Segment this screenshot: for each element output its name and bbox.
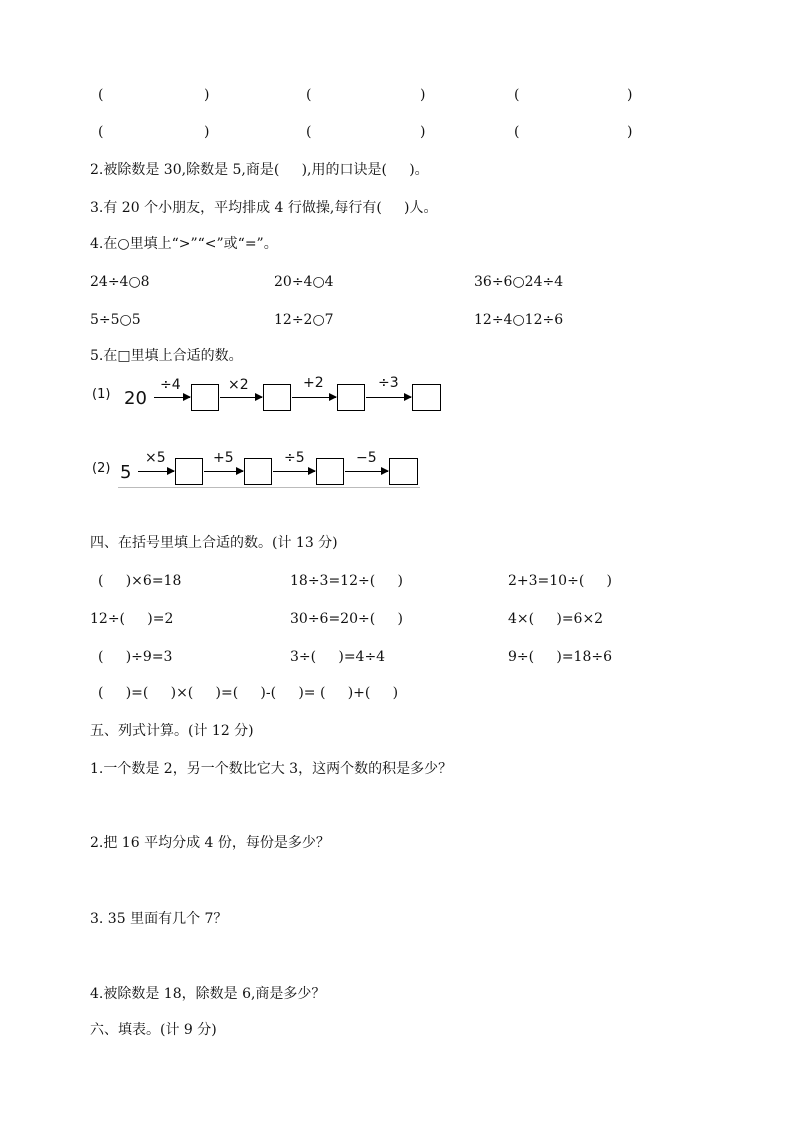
chain-start-number: 5 xyxy=(120,462,132,483)
fill-item: ( )×6=18 xyxy=(98,573,182,589)
fill-item: 18÷3=12÷( ) xyxy=(290,573,403,589)
arrow-icon xyxy=(138,471,174,472)
section-4-title: 四、在括号里填上合适的数。(计 13 分) xyxy=(90,535,338,551)
chain-label: (2) xyxy=(92,461,111,476)
question-2: 2.被除数是 30,除数是 5,商是( ),用的口诀是( )。 xyxy=(90,162,429,178)
close-paren: ) xyxy=(420,124,426,140)
close-paren: ) xyxy=(420,87,426,103)
divider xyxy=(118,487,420,488)
question-4: 4.在○里填上“>”“<”或“=”。 xyxy=(90,236,278,252)
question-3: 3.有 20 个小朋友，平均排成 4 行做操,每行有( )人。 xyxy=(90,200,438,216)
operator-label: −5 xyxy=(356,450,377,466)
operator-label: +2 xyxy=(303,375,324,391)
operator-label: ×5 xyxy=(145,450,166,466)
operator-label: ÷4 xyxy=(160,377,181,393)
arrow-icon xyxy=(220,397,262,398)
arrow-icon xyxy=(345,471,388,472)
word-problem: 1.一个数是 2，另一个数比它大 3，这两个数的积是多少？ xyxy=(90,761,453,777)
open-paren: ( xyxy=(306,124,312,140)
arrow-icon xyxy=(204,471,243,472)
close-paren: ) xyxy=(204,124,210,140)
answer-box[interactable] xyxy=(191,384,219,411)
fill-item: 9÷( )=18÷6 xyxy=(508,649,612,665)
answer-box[interactable] xyxy=(316,458,344,485)
word-problem: 2.把 16 平均分成 4 份，每份是多少？ xyxy=(90,835,330,851)
word-problem: 3. 35 里面有几个 7？ xyxy=(90,911,228,927)
fill-item: 3÷( )=4÷4 xyxy=(290,649,386,665)
question-5: 5.在□里填上合适的数。 xyxy=(90,348,243,364)
section-5-title: 五、列式计算。(计 12 分) xyxy=(90,723,254,739)
compare-item: 12÷4○12÷6 xyxy=(474,312,564,328)
compare-item: 12÷2○7 xyxy=(274,312,334,328)
open-paren: ( xyxy=(514,124,520,140)
compare-item: 24÷4○8 xyxy=(90,274,150,290)
answer-box[interactable] xyxy=(175,458,203,485)
fill-item: 4×( )=6×2 xyxy=(508,611,604,627)
operator-label: ÷3 xyxy=(378,375,399,391)
open-paren: ( xyxy=(514,87,520,103)
close-paren: ) xyxy=(627,124,633,140)
arrow-icon xyxy=(273,471,315,472)
answer-box[interactable] xyxy=(389,458,418,485)
fill-item: 30÷6=20÷( ) xyxy=(290,611,403,627)
arrow-icon xyxy=(366,397,411,398)
fill-item-equation: ( )=( )×( )=( )-( )= ( )+( ) xyxy=(98,685,399,701)
close-paren: ) xyxy=(627,87,633,103)
answer-box[interactable] xyxy=(412,384,441,411)
open-paren: ( xyxy=(306,87,312,103)
operator-label: +5 xyxy=(213,450,234,466)
section-6-title: 六、填表。(计 9 分) xyxy=(90,1022,217,1038)
compare-item: 20÷4○4 xyxy=(274,274,334,290)
arrow-icon xyxy=(292,397,336,398)
chain-label: (1) xyxy=(92,387,111,402)
compare-item: 36÷6○24÷4 xyxy=(474,274,564,290)
open-paren: ( xyxy=(98,124,104,140)
open-paren: ( xyxy=(98,87,104,103)
answer-box[interactable] xyxy=(337,384,365,411)
compare-item: 5÷5○5 xyxy=(90,312,141,328)
word-problem: 4.被除数是 18，除数是 6,商是多少？ xyxy=(90,986,326,1002)
close-paren: ) xyxy=(204,87,210,103)
operator-label: ×2 xyxy=(228,377,249,393)
arrow-icon xyxy=(154,397,190,398)
answer-box[interactable] xyxy=(263,384,291,411)
fill-item: ( )÷9=3 xyxy=(98,649,173,665)
answer-box[interactable] xyxy=(244,458,272,485)
fill-item: 12÷( )=2 xyxy=(90,611,174,627)
chain-start-number: 20 xyxy=(124,388,147,409)
fill-item: 2+3=10÷( ) xyxy=(508,573,612,589)
operator-label: ÷5 xyxy=(284,450,305,466)
